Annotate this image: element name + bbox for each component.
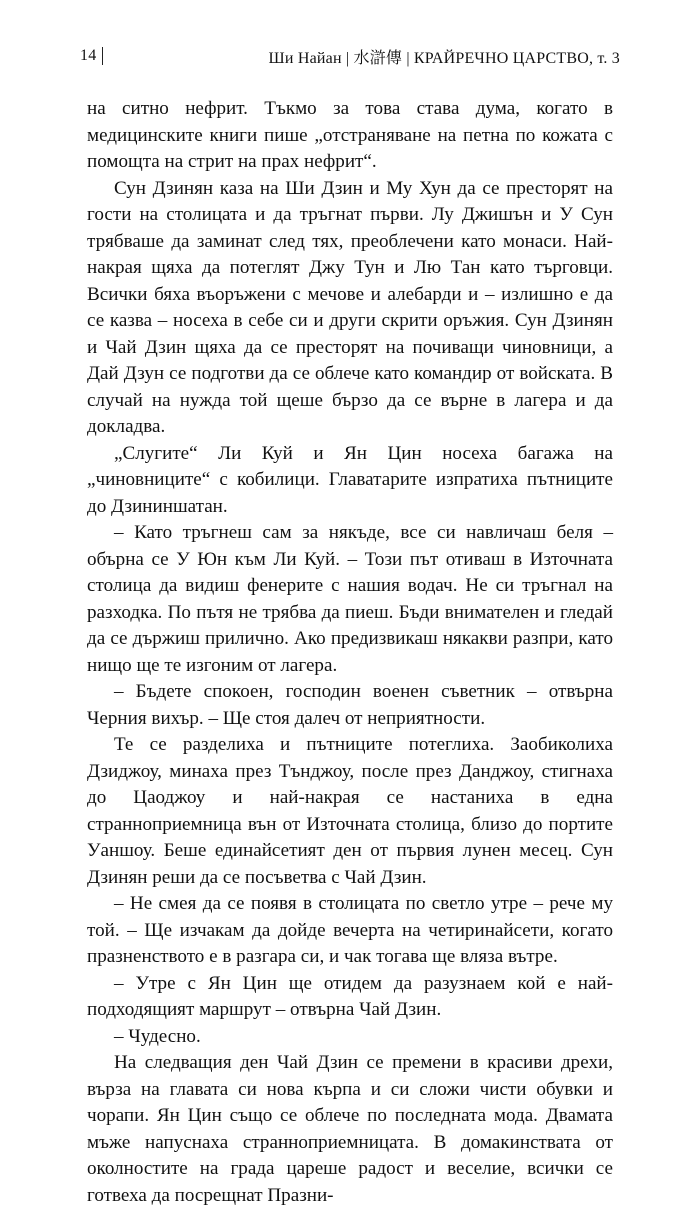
- paragraph-continued: на ситно нефрит. Тъкмо за това става дума, когато в медицинските книги пише „отстраняване на петна по кожата с помощта на стрит на прах нефрит“.: [87, 98, 613, 172]
- paragraph: „Слугите“ Ли Куй и Ян Цин носеха багажа на „чиновниците“ с кобилици. Главатарите изпратиха пътниците до Дзининшатан.: [87, 442, 613, 517]
- page-number-block: [80, 47, 103, 65]
- dialogue-paragraph: – Бъдете спокоен, господин военен съветник – отвърна Черния вихър. – Ще стоя далеч от неприятности.: [87, 681, 613, 729]
- running-title: Ши Найан | 水滸傳 | КРАЙРЕЧНО ЦАРСТВО, т. 3: [268, 49, 620, 67]
- running-head: [80, 44, 620, 68]
- dialogue-paragraph: – Като тръгнеш сам за някъде, все си навличаш беля – обърна се У Юн към Ли Куй. – Този път отиваш в Източната столица да видиш фенерите с нашия водач. Не си тръгнал на разходка. По пътя не трябва да пиеш. Бъди внимателен и гледай да се държиш прилично. Ако предизвикаш някакви разпри, като нищо ще те изгоним от лагера.: [87, 522, 613, 676]
- dialogue-paragraph: – Чудесно.: [114, 1025, 201, 1047]
- paragraph: Сун Дзинян каза на Ши Дзин и Му Хун да се престорят на гости на столицата и да тръгнат първи. Лу Джишън и У Сун трябваше да заминат след тях, преоблечени като монаси. Най-накрая щяха да потеглят Джу Тун и Лю Тан като търговци. Всички бяха въоръжени с мечове и алебарди и – излишно е да се казва – носеха в себе си и други скрити оръжия. Сун Дзинян и Чай Дзин щяха да се престорят на почиващи чиновници, а Дай Дзун се подготви да се облече като командир от войската. В случай на нужда той щеше бързо да се върне в лагера и да докладва.: [87, 177, 613, 437]
- paragraph: На следващия ден Чай Дзин се премени в красиви дрехи, върза на главата си нова кърпа и си сложи чисти обувки и чорапи. Ян Цин също се облече по последната мода. Двамата мъже напуснаха странноприемницата. В домакинствата от околностите на града цареше радост и веселие, всички се готвеха да посрещнат Празни-: [87, 1052, 613, 1206]
- header-divider: [102, 47, 103, 65]
- dialogue-paragraph: – Не смея да се появя в столицата по светло утре – рече му той. – Ще изчакам да дойде вечерта на четиринайсети, когато празненството е в разгара си, и чак тогава ще вляза вътре.: [87, 893, 613, 967]
- page-number: 14: [80, 47, 97, 64]
- body-text: [87, 96, 613, 1209]
- paragraph: Те се разделиха и пътниците потеглиха. Заобиколиха Дзиджоу, минаха през Тънджоу, после през Данджоу, стигнаха до Цаоджоу и най-накрая се настаниха в една странноприемница вън от Източната столица, близо до портите Уаншоу. Беше единайсетият ден от първия лунен месец. Сун Дзинян реши да се посъветва с Чай Дзин.: [87, 734, 613, 888]
- dialogue-paragraph: – Утре с Ян Цин ще отидем да разузнаем кой е най-подходящият маршрут – отвърна Чай Дзин.: [87, 972, 613, 1020]
